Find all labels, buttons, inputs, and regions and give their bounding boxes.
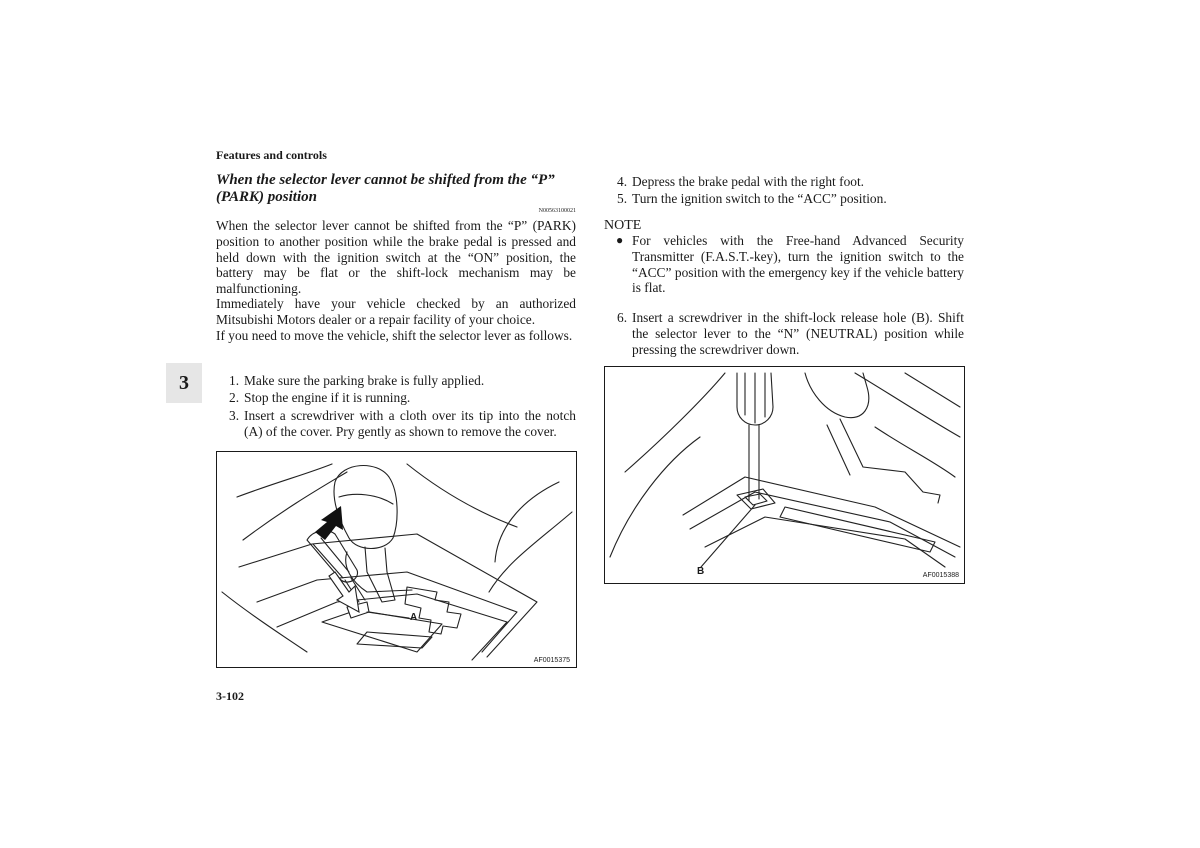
- cover-removal-illustration: [217, 452, 576, 667]
- step-item: [229, 390, 576, 406]
- step-number: 4.: [617, 174, 628, 189]
- step-item: [617, 191, 964, 207]
- figure-code: AF0015388: [922, 572, 959, 579]
- step-item: [617, 310, 964, 357]
- step-text: Insert a screwdriver in the shift-lock release hole (B). Shift the selector lever to the “N” (NEUTRAL) position while pressing the screwdriver down.: [632, 310, 964, 357]
- figure-remove-cover: [216, 451, 577, 668]
- chapter-tab: 3: [166, 363, 202, 403]
- step-item: [229, 373, 576, 389]
- step-text: Insert a screwdriver with a cloth over its tip into the notch (A) of the cover. Pry gently as shown to remove the cover.: [244, 407, 576, 439]
- step-6-list: [617, 310, 964, 357]
- intro-paragraph: When the selector lever cannot be shifted from the “P” (PARK) position to another position while the brake pedal is pressed and held down with the ignition switch at the “ON” position, the battery may be flat or the shift-lock mechanism may be malfunctioning.: [216, 218, 576, 297]
- step-text: Turn the ignition switch to the “ACC” position.: [632, 191, 887, 207]
- note-text: For vehicles with the Free-hand Advanced Security Transmitter (F.A.S.T.-key), turn the ignition switch to the “ACC” position with the emergency key if the vehicle battery is flat.: [632, 233, 964, 296]
- steps-list-right: [617, 174, 964, 209]
- step-number: 3.: [229, 407, 240, 423]
- step-item: [229, 408, 576, 440]
- step-text: Depress the brake pedal with the right foot.: [632, 174, 865, 189]
- figure-release-hole: [604, 366, 965, 584]
- document-code: N00563100021: [538, 208, 576, 214]
- steps-list-left: [229, 373, 576, 441]
- move-vehicle-paragraph: If you need to move the vehicle, shift the selector lever as follows.: [216, 328, 573, 343]
- note-label: NOTE: [604, 218, 642, 233]
- figure-code: AF0015375: [533, 657, 570, 664]
- step-number: 2.: [229, 390, 240, 406]
- step-text: Make sure the parking brake is fully applied.: [244, 373, 485, 388]
- bullet-icon: ●: [616, 233, 624, 247]
- dealer-paragraph: Immediately have your vehicle checked by an authorized Mitsubishi Motors dealer or a repair facility of your choice.: [216, 296, 576, 327]
- page-number: 3-102: [216, 689, 244, 703]
- section-header: Features and controls: [216, 148, 327, 162]
- callout-label-b: B: [697, 566, 705, 577]
- step-text: Stop the engine if it is running.: [244, 390, 411, 406]
- section-heading: When the selector lever cannot be shifted from the “P” (PARK) position: [216, 172, 555, 205]
- step-number: 5.: [617, 191, 628, 207]
- step-number: 6.: [617, 310, 628, 325]
- callout-label-a: A: [410, 612, 418, 623]
- step-number: 1.: [229, 373, 240, 388]
- shift-lock-release-illustration: [605, 367, 964, 583]
- step-item: [617, 174, 964, 190]
